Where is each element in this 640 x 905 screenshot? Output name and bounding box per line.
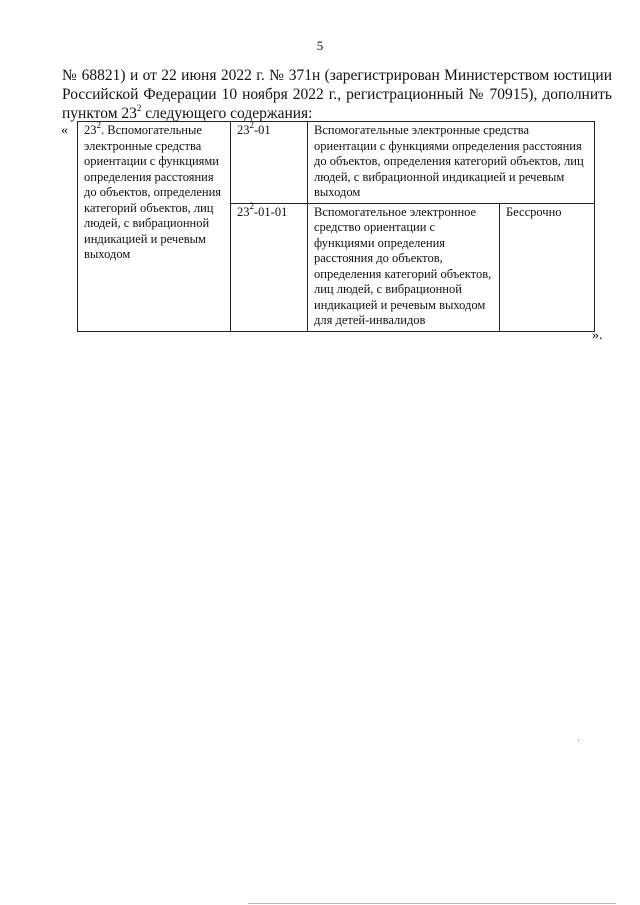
opening-quote: « — [61, 123, 68, 138]
code-suffix: -01-01 — [254, 204, 288, 219]
paragraph-superscript: 2 — [136, 102, 142, 113]
code-cell — [231, 203, 308, 331]
scan-speck — [578, 740, 579, 741]
paragraph-line-1: № 68821) и от 22 июня 2022 г. № 371н (зарегистрирован Министерством юстиции — [62, 67, 612, 84]
description-cell: Вспомогательное электронное средство ориентации с функциями определения расстояния до объектов, определения категорий объектов, лиц людей, с вибрационной индикацией и речевым выходом для детей-инвалидов — [308, 203, 500, 331]
code-superscript: 2 — [249, 201, 254, 212]
item-cell — [78, 119, 231, 332]
page-number: 5 — [316, 38, 324, 53]
amendment-table — [77, 121, 595, 332]
code-cell — [231, 119, 308, 204]
paragraph-line-3-text: пунктом 23 — [62, 105, 137, 122]
code-base: 23 — [237, 204, 250, 219]
code-base: 23 — [237, 123, 250, 137]
code-suffix: -01 — [254, 123, 271, 137]
item-number-superscript: 2 — [96, 119, 101, 130]
scan-edge-line — [248, 903, 616, 904]
code-superscript: 2 — [249, 119, 254, 130]
description-cell: Вспомогательные электронные средства ориентации с функциями определения расстояния до объектов, определения категорий объектов, лиц людей, с вибрационной индикацией и речевым выходом — [308, 122, 595, 204]
paragraph-line-2: Российской Федерации 10 ноября 2022 г., регистрационный № 70915), дополнить — [62, 86, 612, 103]
body-paragraph — [62, 66, 612, 123]
table-row — [78, 122, 595, 204]
item-number: 23 — [84, 123, 97, 137]
paragraph-line-3-tail: следующего содержания: — [141, 105, 313, 122]
item-text: . Вспомогательные электронные средства ориентации с функциями определения расстояния до объектов, определения категорий объектов, лиц людей, с вибрационной индикацией и речевым выходом — [84, 123, 222, 261]
closing-quote: ». — [592, 328, 603, 343]
term-cell: Бессрочно — [500, 203, 595, 331]
